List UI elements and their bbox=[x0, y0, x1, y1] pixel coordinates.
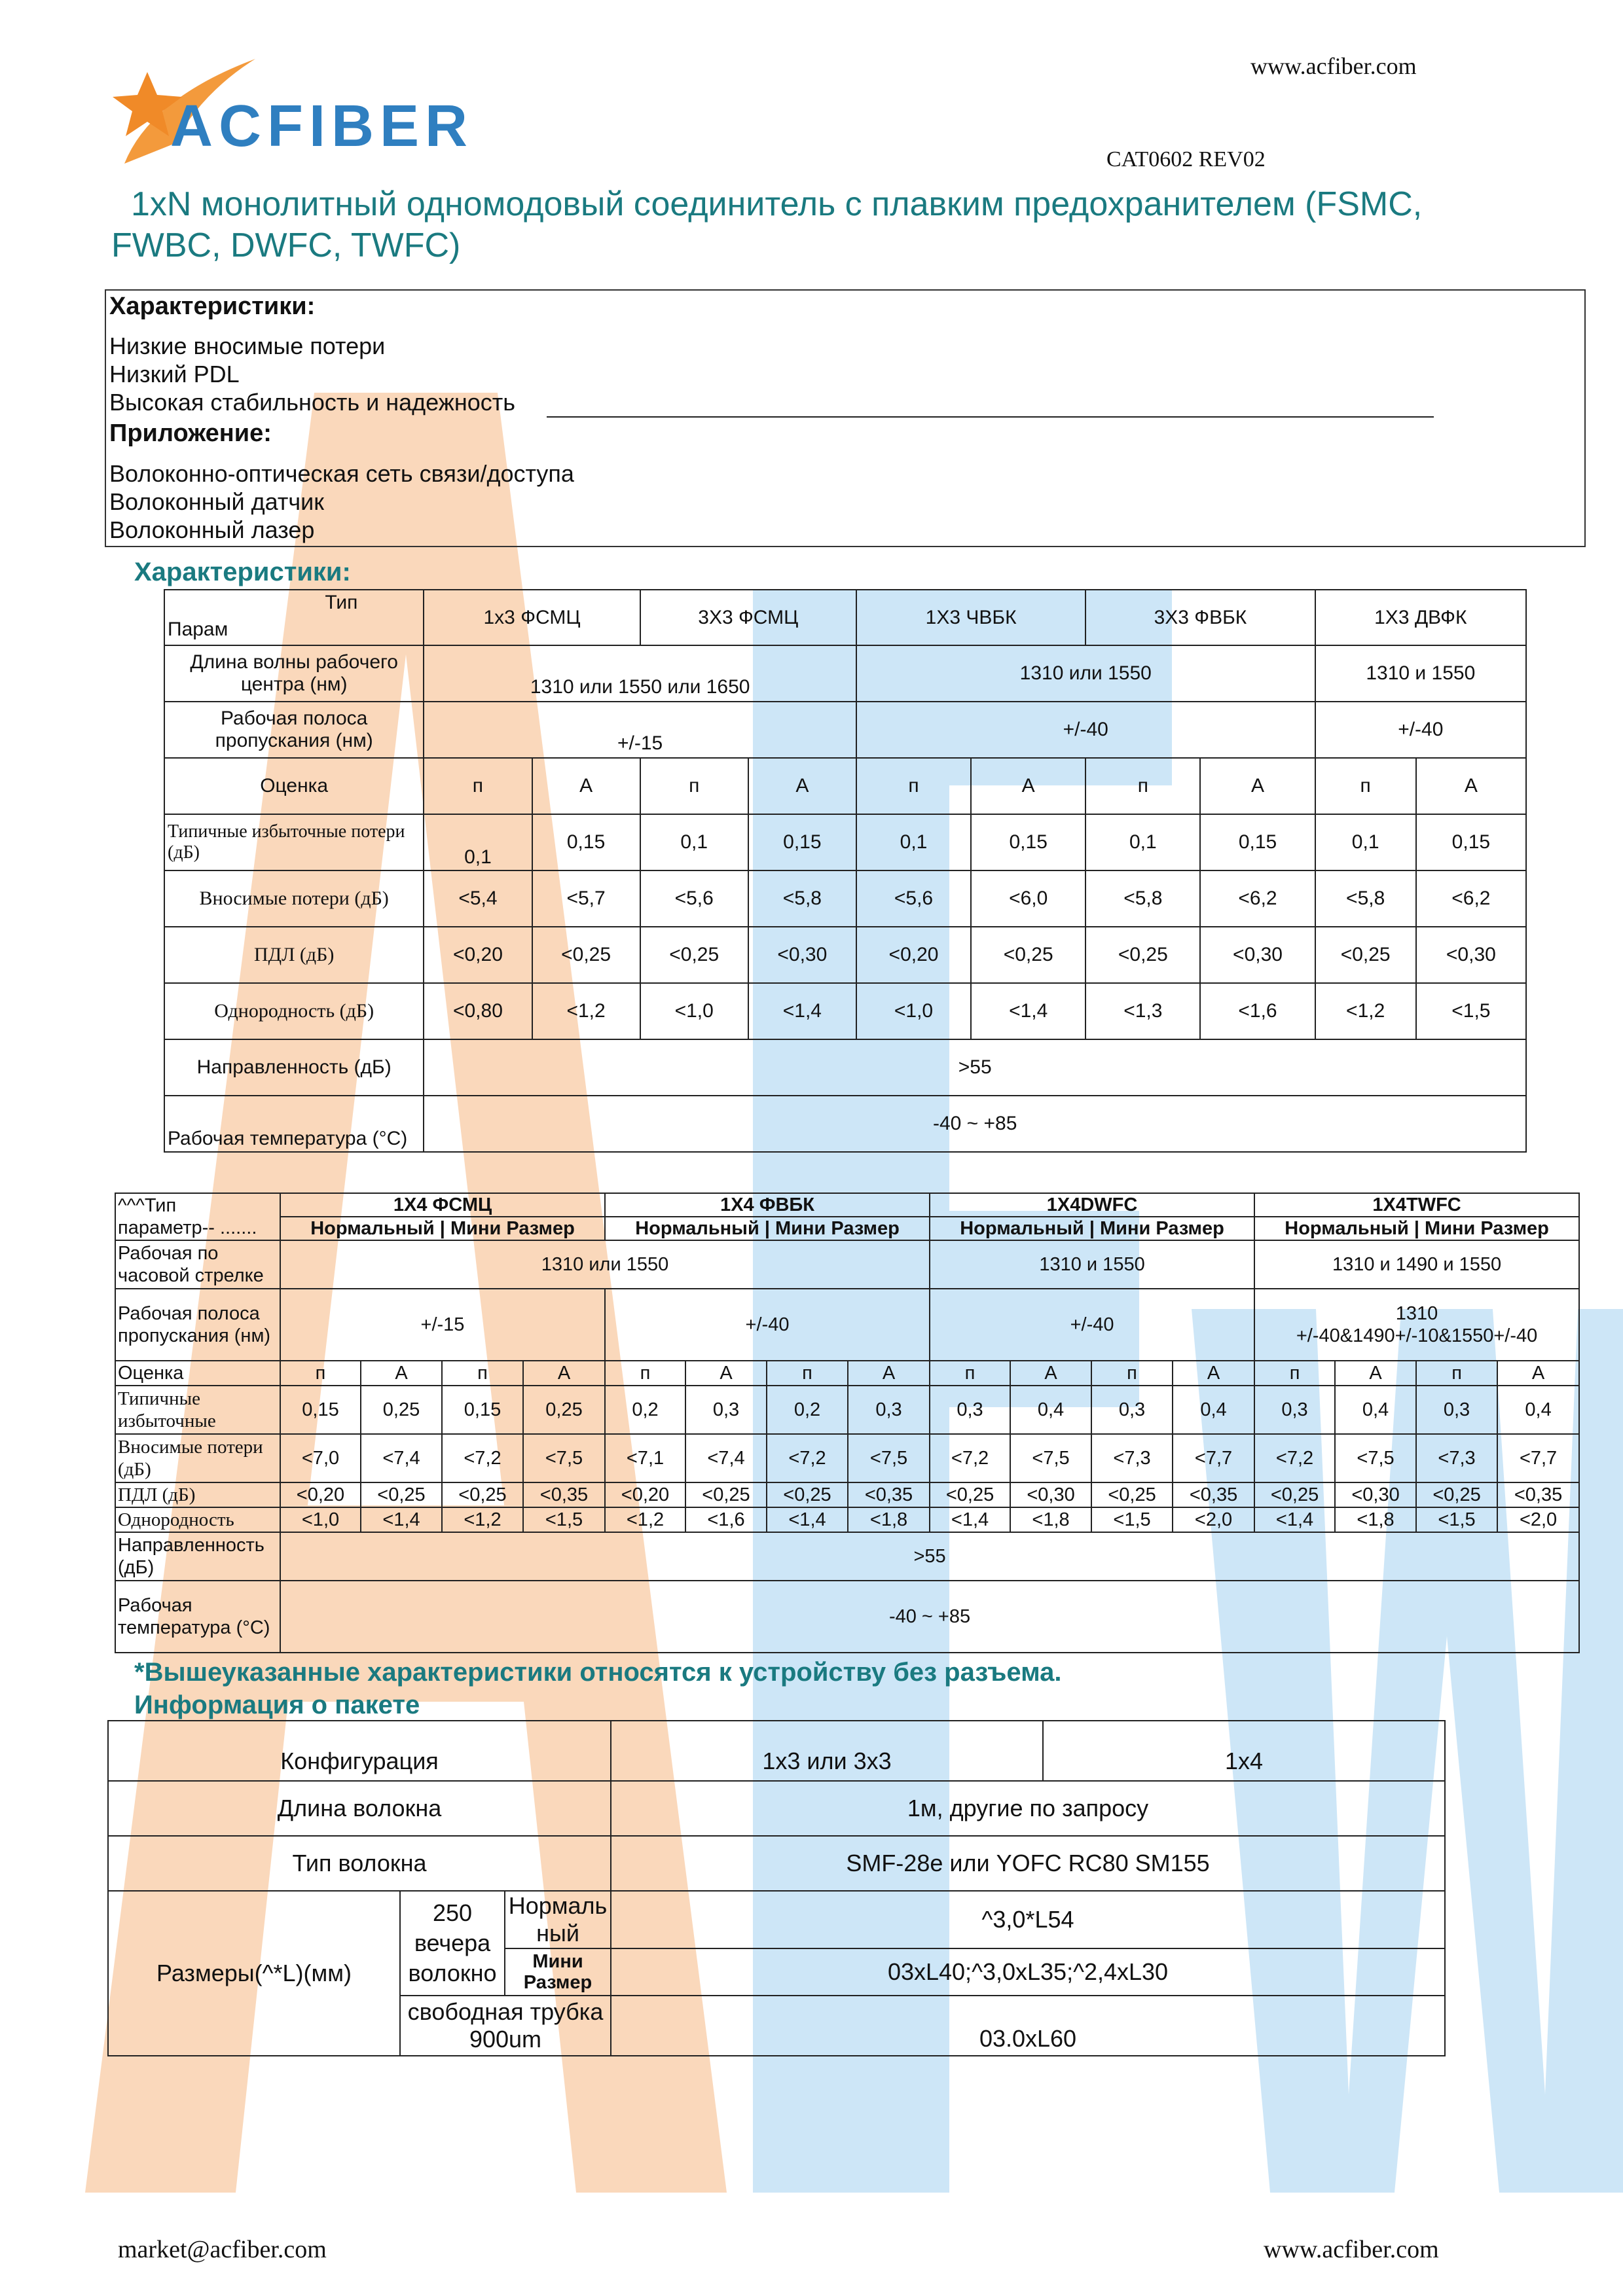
table-cell: <0,20 bbox=[605, 1482, 685, 1507]
table-cell: <0,25 bbox=[685, 1482, 767, 1507]
row-label: Рабочая полоса пропускания (нм) bbox=[164, 702, 424, 758]
table-cell: п bbox=[1091, 1361, 1173, 1386]
type-header: 1x3 ФСМЦ bbox=[424, 590, 640, 645]
application-item: Волоконно-оптическая сеть связи/доступа bbox=[109, 460, 574, 487]
table-cell: свободная трубка 900um bbox=[400, 1996, 611, 2056]
table-cell: <0,25 bbox=[1091, 1482, 1173, 1507]
type-header: 1X4 ФСМЦ bbox=[280, 1193, 605, 1217]
table-cell: +/-15 bbox=[280, 1289, 605, 1361]
table-cell: <1,5 bbox=[1091, 1507, 1173, 1532]
row-label: Типичные избыточные потери (дБ) bbox=[164, 814, 424, 870]
table-cell: <7,4 bbox=[361, 1434, 442, 1482]
table-cell: 0,1 bbox=[1085, 814, 1200, 870]
table-cell: 1310 или 1550 или 1650 bbox=[424, 645, 856, 702]
table-cell: <0,35 bbox=[848, 1482, 930, 1507]
table-cell: А bbox=[1497, 1361, 1579, 1386]
corner-cell: Тип Парам bbox=[164, 590, 424, 645]
table-cell: <5,6 bbox=[856, 870, 971, 927]
spec-table-1x4 bbox=[115, 1193, 1580, 1653]
row-label: Длина волокна bbox=[108, 1781, 611, 1836]
table-cell: <1,8 bbox=[1335, 1507, 1416, 1532]
application-item: Волоконный датчик bbox=[109, 488, 324, 515]
row-label: Вносимые потери (дБ) bbox=[164, 870, 424, 927]
table-cell: <1,2 bbox=[532, 983, 640, 1039]
table-cell: <1,2 bbox=[442, 1507, 523, 1532]
table-cell: <2,0 bbox=[1173, 1507, 1254, 1532]
row-label: Однородность bbox=[115, 1507, 280, 1532]
table-cell: <7,0 bbox=[280, 1434, 361, 1482]
table-cell: п bbox=[856, 758, 971, 814]
table-cell: 03.0xL60 bbox=[611, 1996, 1445, 2056]
table-cell: <5,8 bbox=[1315, 870, 1416, 927]
corner-cell: ^^^Тип параметр-- ....... bbox=[115, 1193, 280, 1240]
table-cell: А bbox=[685, 1361, 767, 1386]
table-cell: <0,25 bbox=[767, 1482, 848, 1507]
table-cell: п bbox=[424, 758, 532, 814]
table-cell: -40 ~ +85 bbox=[280, 1581, 1579, 1653]
table-cell: <0,25 bbox=[1416, 1482, 1497, 1507]
table-cell: <0,30 bbox=[1010, 1482, 1091, 1507]
row-label: Длина волны рабочего центра (нм) bbox=[164, 645, 424, 702]
row-label: Направленность (дБ) bbox=[164, 1039, 424, 1096]
table-cell: п bbox=[1085, 758, 1200, 814]
table-cell: <1,2 bbox=[605, 1507, 685, 1532]
table-cell: <6,0 bbox=[971, 870, 1085, 927]
table-cell: А bbox=[848, 1361, 930, 1386]
table-cell: <7,1 bbox=[605, 1434, 685, 1482]
table-cell: <0,25 bbox=[640, 927, 748, 983]
table-cell: п bbox=[930, 1361, 1010, 1386]
table-cell: <1,4 bbox=[971, 983, 1085, 1039]
table-cell: <0,25 bbox=[1254, 1482, 1335, 1507]
table-cell: <0,20 bbox=[424, 927, 532, 983]
row-label: Тип волокна bbox=[108, 1836, 611, 1891]
table-cell: 0,3 bbox=[930, 1386, 1010, 1434]
feature-item: Высокая стабильность и надежность bbox=[109, 389, 515, 416]
catalog-number: CAT0602 REV02 bbox=[1106, 147, 1266, 171]
table-cell: <0,25 bbox=[971, 927, 1085, 983]
table-cell: 0,4 bbox=[1173, 1386, 1254, 1434]
table-cell: ^3,0*L54 bbox=[611, 1891, 1445, 1948]
feature-item: Низкий PDL bbox=[109, 361, 240, 387]
table-cell: 0,15 bbox=[1200, 814, 1315, 870]
table-cell: 0,3 bbox=[685, 1386, 767, 1434]
package-table bbox=[107, 1720, 1446, 2056]
features-box bbox=[105, 289, 1586, 547]
table-cell: +/-40 bbox=[930, 1289, 1254, 1361]
table-cell: 0,3 bbox=[1416, 1386, 1497, 1434]
type-header: 3X3 ФВБК bbox=[1085, 590, 1315, 645]
table-cell: 1310 или 1550 bbox=[280, 1240, 930, 1289]
features-underline bbox=[547, 416, 1434, 418]
row-label: Однородность (дБ) bbox=[164, 983, 424, 1039]
table-cell: п bbox=[442, 1361, 523, 1386]
table-cell: <5,4 bbox=[424, 870, 532, 927]
table-cell: <1,0 bbox=[856, 983, 971, 1039]
type-header: 1X4 ФВБК bbox=[605, 1193, 930, 1217]
table-cell: 1310 и 1490 и 1550 bbox=[1254, 1240, 1579, 1289]
table-cell: 0,3 bbox=[848, 1386, 930, 1434]
row-label: Размеры(^*L)(мм) bbox=[108, 1891, 400, 2056]
table-cell: <7,4 bbox=[685, 1434, 767, 1482]
table-cell: <1,5 bbox=[1416, 983, 1526, 1039]
table-cell: <0,20 bbox=[856, 927, 971, 983]
table-cell: <1,4 bbox=[767, 1507, 848, 1532]
table-cell: 0,15 bbox=[532, 814, 640, 870]
table-cell: <0,30 bbox=[1200, 927, 1315, 983]
row-label: Оценка bbox=[164, 758, 424, 814]
table-cell: <1,5 bbox=[1416, 1507, 1497, 1532]
table-cell: п bbox=[1315, 758, 1416, 814]
table-cell: 1м, другие по запросу bbox=[611, 1781, 1445, 1836]
table-cell: <5,8 bbox=[748, 870, 856, 927]
header-url[interactable]: www.acfiber.com bbox=[1250, 53, 1417, 79]
table-cell: <5,8 bbox=[1085, 870, 1200, 927]
table-cell: п bbox=[640, 758, 748, 814]
page-title-line2: FWBC, DWFC, TWFC) bbox=[111, 226, 461, 264]
row-label: Рабочая по часовой стрелке bbox=[115, 1240, 280, 1289]
table-cell: 1310 или 1550 bbox=[856, 645, 1315, 702]
table-cell: <0,25 bbox=[1085, 927, 1200, 983]
table-cell: <1,8 bbox=[848, 1507, 930, 1532]
logo bbox=[111, 46, 478, 164]
table-cell: <1,6 bbox=[1200, 983, 1315, 1039]
row-label: Вносимые потери (дБ) bbox=[115, 1434, 280, 1482]
table-cell: <7,7 bbox=[1173, 1434, 1254, 1482]
table-cell: 0,3 bbox=[1254, 1386, 1335, 1434]
table-cell: <7,2 bbox=[930, 1434, 1010, 1482]
table-cell: <1,4 bbox=[748, 983, 856, 1039]
row-label: Типичные избыточные bbox=[115, 1386, 280, 1434]
table-cell: SMF-28e или YOFC RC80 SM155 bbox=[611, 1836, 1445, 1891]
table-cell: 0,25 bbox=[361, 1386, 442, 1434]
table-cell: Нормаль ный bbox=[505, 1891, 611, 1948]
row-label: Конфигурация bbox=[108, 1721, 611, 1781]
size-header: Нормальный | Мини Размер bbox=[280, 1217, 605, 1240]
table-cell: 0,2 bbox=[605, 1386, 685, 1434]
table-cell: <0,25 bbox=[930, 1482, 1010, 1507]
table-cell: <0,35 bbox=[1173, 1482, 1254, 1507]
table-cell: 0,1 bbox=[1315, 814, 1416, 870]
table-cell: <7,3 bbox=[1091, 1434, 1173, 1482]
table-cell: +/-40 bbox=[605, 1289, 930, 1361]
row-label: Рабочая полоса пропускания (нм) bbox=[115, 1289, 280, 1361]
table-cell: <0,80 bbox=[424, 983, 532, 1039]
spec-note: *Вышеуказанные характеристики относятся к устройству без разъема. bbox=[134, 1658, 1062, 1687]
table-cell: +/-15 bbox=[424, 702, 856, 758]
logo-text: ACFIBER bbox=[170, 94, 473, 159]
table-cell: <0,25 bbox=[1315, 927, 1416, 983]
table-cell: А bbox=[1173, 1361, 1254, 1386]
table-cell: <0,20 bbox=[280, 1482, 361, 1507]
page-title-line1: 1xN монолитный одномодовый соединитель с плавким предохранителем (FSMC, bbox=[131, 185, 1423, 223]
table-cell: <0,30 bbox=[748, 927, 856, 983]
table-cell: <7,7 bbox=[1497, 1434, 1579, 1482]
table-cell: 1x3 или 3x3 bbox=[611, 1721, 1043, 1781]
table-cell: <1,2 bbox=[1315, 983, 1416, 1039]
table-cell: <0,25 bbox=[442, 1482, 523, 1507]
table-cell: <1,3 bbox=[1085, 983, 1200, 1039]
table-cell: <7,2 bbox=[767, 1434, 848, 1482]
table-cell: <7,5 bbox=[848, 1434, 930, 1482]
table-cell: 0,1 bbox=[640, 814, 748, 870]
table-cell: п bbox=[280, 1361, 361, 1386]
table-cell: 1310 +/-40&1490+/-10&1550+/-40 bbox=[1254, 1289, 1579, 1361]
table-cell: 0,4 bbox=[1335, 1386, 1416, 1434]
table-cell: <1,4 bbox=[1254, 1507, 1335, 1532]
table-cell: <0,30 bbox=[1416, 927, 1526, 983]
table-cell: 0,1 bbox=[424, 814, 532, 870]
application-heading: Приложение: bbox=[109, 420, 272, 447]
table-cell: <0,35 bbox=[523, 1482, 605, 1507]
features-heading: Характеристики: bbox=[109, 293, 316, 320]
type-header: 3X3 ФСМЦ bbox=[640, 590, 856, 645]
table-cell: <1,4 bbox=[930, 1507, 1010, 1532]
table-cell: <0,25 bbox=[532, 927, 640, 983]
table-cell: <1,6 bbox=[685, 1507, 767, 1532]
table-cell: 0,15 bbox=[971, 814, 1085, 870]
table-cell: <7,2 bbox=[1254, 1434, 1335, 1482]
table-cell: <0,25 bbox=[361, 1482, 442, 1507]
table-cell: -40 ~ +85 bbox=[424, 1096, 1526, 1152]
table-cell: >55 bbox=[280, 1532, 1579, 1581]
table-cell: <7,5 bbox=[1010, 1434, 1091, 1482]
type-header: 1X4TWFC bbox=[1254, 1193, 1579, 1217]
table-cell: <5,6 bbox=[640, 870, 748, 927]
table-cell: 0,15 bbox=[1416, 814, 1526, 870]
type-header: 1X3 ЧВБК bbox=[856, 590, 1085, 645]
table-cell: <0,30 bbox=[1335, 1482, 1416, 1507]
table-cell: <1,4 bbox=[361, 1507, 442, 1532]
table-cell: 0,3 bbox=[1091, 1386, 1173, 1434]
table-cell: 0,15 bbox=[748, 814, 856, 870]
row-label: Оценка bbox=[115, 1361, 280, 1386]
table-cell: <5,7 bbox=[532, 870, 640, 927]
size-header: Нормальный | Мини Размер bbox=[605, 1217, 930, 1240]
application-item: Волоконный лазер bbox=[109, 516, 315, 543]
row-label: ПДЛ (дБ) bbox=[164, 927, 424, 983]
table-cell: 250 вечера волокно bbox=[400, 1891, 505, 1996]
table-cell: <1,5 bbox=[523, 1507, 605, 1532]
table-cell: А bbox=[523, 1361, 605, 1386]
spec-table-1x3 bbox=[164, 589, 1527, 1153]
table-cell: <1,0 bbox=[280, 1507, 361, 1532]
table-cell: <0,35 bbox=[1497, 1482, 1579, 1507]
table-cell: п bbox=[767, 1361, 848, 1386]
table-cell: А bbox=[748, 758, 856, 814]
table-cell: <2,0 bbox=[1497, 1507, 1579, 1532]
table-cell: А bbox=[1335, 1361, 1416, 1386]
row-label: ПДЛ (дБ) bbox=[115, 1482, 280, 1507]
table-cell: 03xL40;^3,0xL35;^2,4xL30 bbox=[611, 1948, 1445, 1996]
table-cell: <7,5 bbox=[523, 1434, 605, 1482]
table-cell: 0,2 bbox=[767, 1386, 848, 1434]
table-cell: 1x4 bbox=[1043, 1721, 1445, 1781]
type-header: 1X3 ДВФК bbox=[1315, 590, 1526, 645]
footer-email[interactable]: market@acfiber.com bbox=[118, 2236, 327, 2263]
row-label: Рабочая температура (°C) bbox=[164, 1096, 424, 1152]
table-cell: <6,2 bbox=[1416, 870, 1526, 927]
table-cell: <7,5 bbox=[1335, 1434, 1416, 1482]
table-cell: 1310 и 1550 bbox=[1315, 645, 1526, 702]
feature-item: Низкие вносимые потери bbox=[109, 332, 386, 359]
table-cell: >55 bbox=[424, 1039, 1526, 1096]
table-cell: А bbox=[1416, 758, 1526, 814]
footer-url[interactable]: www.acfiber.com bbox=[1264, 2236, 1439, 2263]
table-cell: <1,8 bbox=[1010, 1507, 1091, 1532]
table-cell: 0,4 bbox=[1010, 1386, 1091, 1434]
table-cell: Мини Размер bbox=[505, 1948, 611, 1996]
size-header: Нормальный | Мини Размер bbox=[1254, 1217, 1579, 1240]
type-header: 1X4DWFC bbox=[930, 1193, 1254, 1217]
table-cell: 0,15 bbox=[280, 1386, 361, 1434]
table-cell: 0,1 bbox=[856, 814, 971, 870]
table-cell: А bbox=[1200, 758, 1315, 814]
table-cell: 0,25 bbox=[523, 1386, 605, 1434]
table-cell: 1310 и 1550 bbox=[930, 1240, 1254, 1289]
table-cell: А bbox=[361, 1361, 442, 1386]
table-cell: 0,15 bbox=[442, 1386, 523, 1434]
row-label: Направленность (дБ) bbox=[115, 1532, 280, 1581]
table-cell: <1,0 bbox=[640, 983, 748, 1039]
table-cell: А bbox=[1010, 1361, 1091, 1386]
table-cell: 0,4 bbox=[1497, 1386, 1579, 1434]
size-header: Нормальный | Мини Размер bbox=[930, 1217, 1254, 1240]
table-cell: А bbox=[532, 758, 640, 814]
table-cell: <7,2 bbox=[442, 1434, 523, 1482]
package-heading: Информация о пакете bbox=[134, 1691, 420, 1719]
spec1-heading: Характеристики: bbox=[134, 558, 351, 586]
table-cell: <6,2 bbox=[1200, 870, 1315, 927]
row-label: Рабочая температура (°C) bbox=[115, 1581, 280, 1653]
table-cell: п bbox=[1254, 1361, 1335, 1386]
table-cell: А bbox=[971, 758, 1085, 814]
table-cell: <7,3 bbox=[1416, 1434, 1497, 1482]
table-cell: п bbox=[605, 1361, 685, 1386]
table-cell: п bbox=[1416, 1361, 1497, 1386]
table-cell: +/-40 bbox=[1315, 702, 1526, 758]
table-cell: +/-40 bbox=[856, 702, 1315, 758]
